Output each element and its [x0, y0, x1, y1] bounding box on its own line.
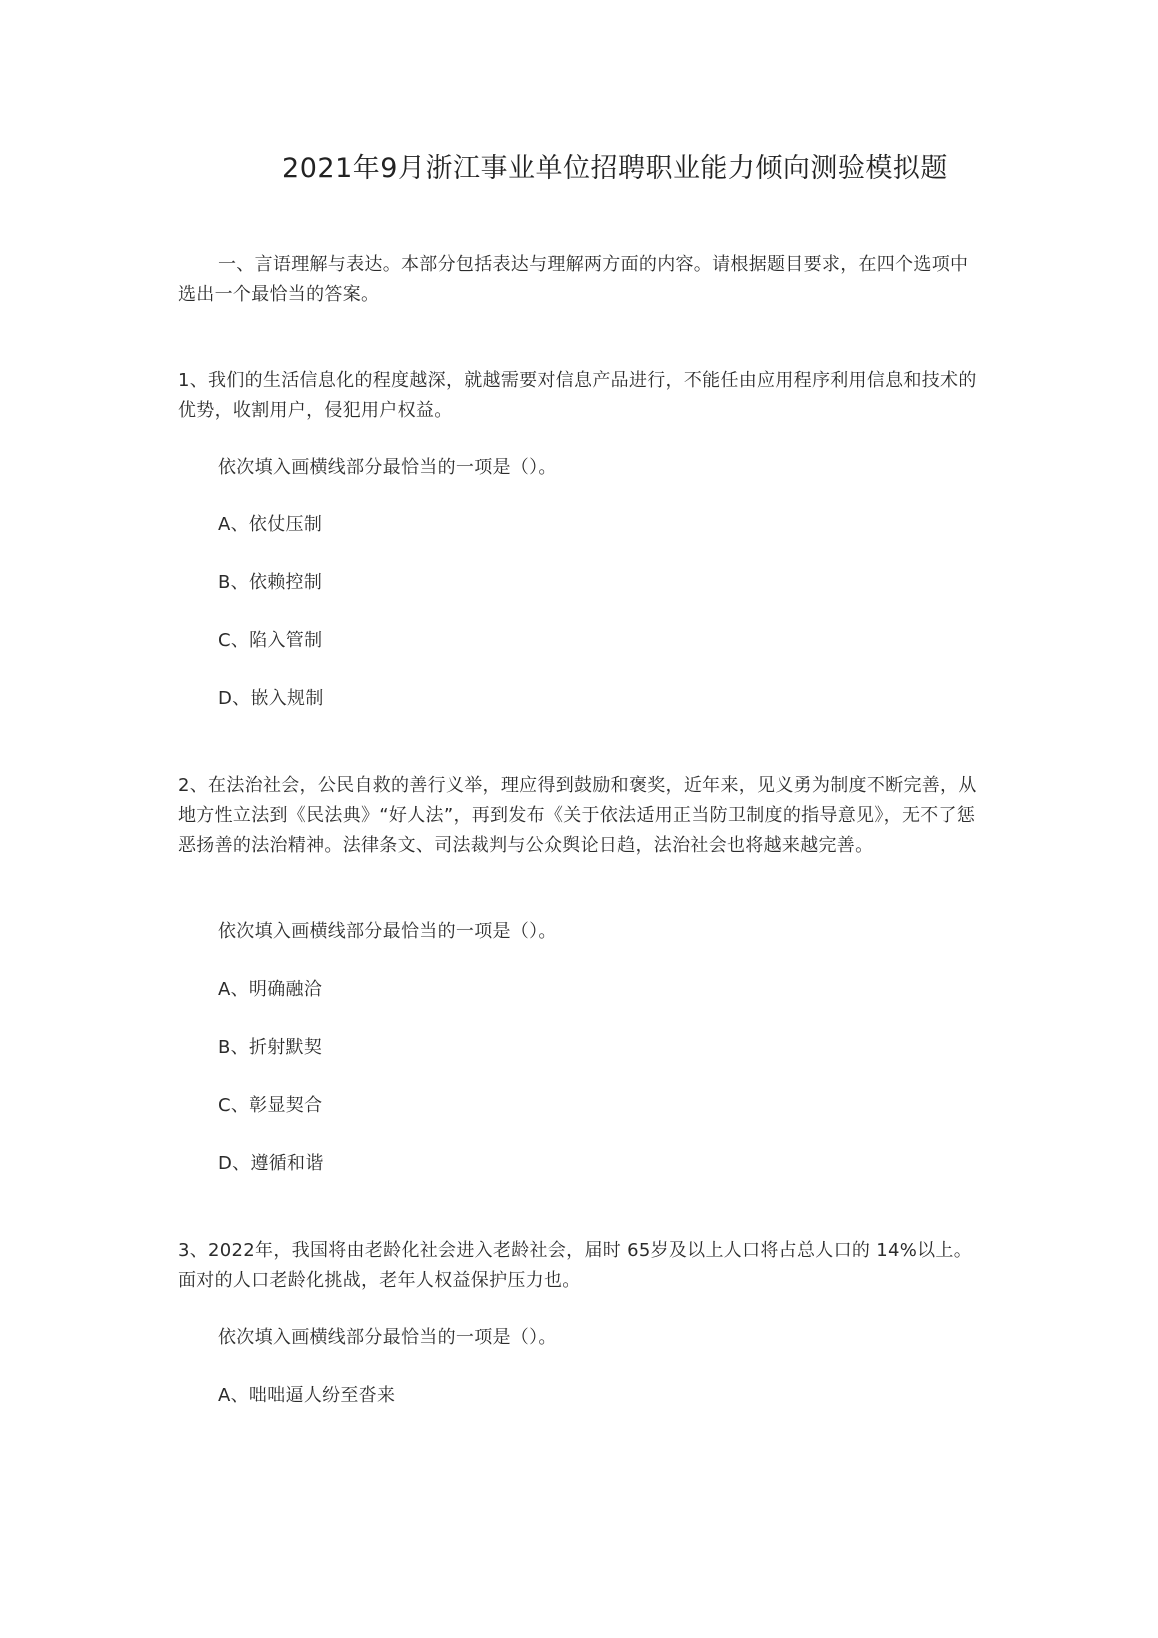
question-stem-3: 3、2022年，我国将由老龄化社会进入老龄社会，届时 65岁及以上人口将占总人口的 14%以上。面对的人口老龄化挑战，老年人权益保护压力也。: [178, 1240, 973, 1291]
question-prompt-1: 依次填入画横线部分最恰当的一项是（）。: [218, 457, 557, 478]
option-1-a: A、依仗压制: [218, 514, 323, 535]
option-1-b: B、依赖控制: [218, 572, 323, 593]
option-1-c: C、陷入管制: [218, 630, 323, 651]
page-title: 2021年9月浙江事业单位招聘职业能力倾向测验模拟题: [282, 153, 948, 184]
question-prompt-3: 依次填入画横线部分最恰当的一项是（）。: [218, 1327, 557, 1348]
question-stem-2: 2、在法治社会，公民自救的善行义举，理应得到鼓励和褒奖，近年来，见义勇为制度不断完善，从地方性立法到《民法典》“好人法”，再到发布《关于依法适用正当防卫制度的指导意见》，无不了惩恶扬善的法治精神。法律条文、司法裁判与公众舆论日趋，法治社会也将越来越完善。: [178, 775, 977, 856]
option-1-d: D、嵌入规制: [218, 688, 324, 709]
option-3-a: A、咄咄逼人纷至沓来: [218, 1385, 396, 1406]
option-2-c: C、彰显契合: [218, 1095, 323, 1116]
section-intro: 一、言语理解与表达。本部分包括表达与理解两方面的内容。请根据题目要求，在四个选项中选出一个最恰当的答案。: [178, 254, 969, 305]
option-2-d: D、遵循和谐: [218, 1153, 324, 1174]
option-2-a: A、明确融洽: [218, 979, 323, 1000]
question-prompt-2: 依次填入画横线部分最恰当的一项是（）。: [218, 921, 557, 942]
question-stem-1: 1、我们的生活信息化的程度越深，就越需要对信息产品进行，不能任由应用程序利用信息和技术的优势，收割用户，侵犯用户权益。: [178, 370, 977, 421]
option-2-b: B、折射默契: [218, 1037, 323, 1058]
